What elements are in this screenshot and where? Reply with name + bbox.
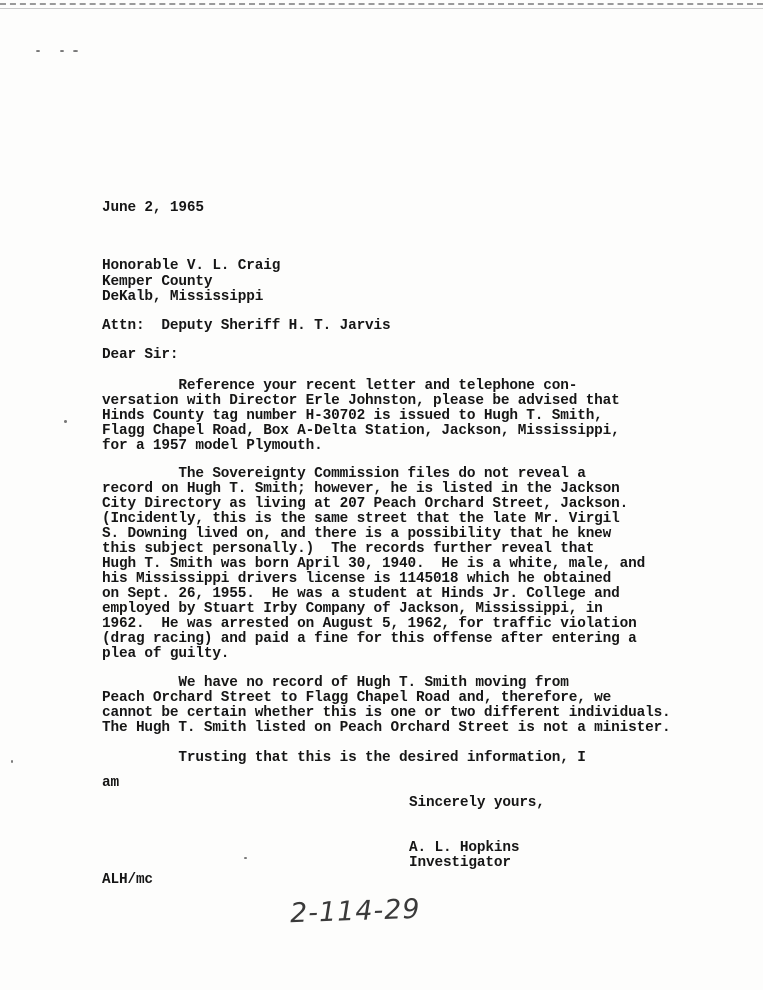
paragraph-2-line: (drag racing) and paid a fine for this offense after entering a [102, 631, 637, 647]
scan-edge-line [0, 8, 763, 9]
paragraph-2-line: Hugh T. Smith was born April 30, 1940. He is a white, male, and [102, 556, 646, 572]
paragraph-2-line: on Sept. 26, 1955. He was a student at Hinds Jr. College and [102, 586, 620, 602]
paragraph-2-line: 1962. He was arrested on August 5, 1962, for traffic violation [102, 616, 637, 632]
paragraph-2-line: this subject personally.) The records further reveal that [102, 541, 595, 557]
complimentary-close: Sincerely yours, [409, 795, 545, 811]
signer-title: Investigator [409, 855, 511, 871]
paragraph-4-line: am [102, 775, 119, 791]
typist-initials: ALH/mc [102, 872, 153, 888]
attention-line: Attn: Deputy Sheriff H. T. Jarvis [102, 318, 391, 334]
scan-edge-dashes [0, 3, 763, 5]
salutation: Dear Sir: [102, 347, 179, 363]
paragraph-2-line: employed by Stuart Irby Company of Jackson, Mississippi, in [102, 601, 603, 617]
scan-speck [36, 50, 40, 52]
signer-name: A. L. Hopkins [409, 840, 520, 856]
paragraph-4-line: Trusting that this is the desired information, I [102, 750, 586, 766]
paragraph-2-line: plea of guilty. [102, 646, 230, 662]
paragraph-1-line: versation with Director Erle Johnston, please be advised that [102, 393, 620, 409]
scan-speck [73, 50, 78, 52]
paragraph-2-line: record on Hugh T. Smith; however, he is listed in the Jackson [102, 481, 620, 497]
letter-date: June 2, 1965 [102, 200, 204, 216]
recipient-line: Honorable V. L. Craig [102, 258, 281, 274]
paragraph-2-line: The Sovereignty Commission files do not reveal a [102, 466, 586, 482]
scan-speck [11, 760, 13, 763]
paragraph-1-line: Flagg Chapel Road, Box A-Delta Station, Jackson, Mississippi, [102, 423, 620, 439]
paragraph-3-line: cannot be certain whether this is one or two different individuals. [102, 705, 671, 721]
paragraph-1-line: Reference your recent letter and telephone con- [102, 378, 578, 394]
recipient-line: Kemper County [102, 274, 213, 290]
paragraph-3-line: The Hugh T. Smith listed on Peach Orchard Street is not a minister. [102, 720, 671, 736]
scan-speck [244, 857, 247, 859]
paragraph-1-line: for a 1957 model Plymouth. [102, 438, 323, 454]
paragraph-2-line: his Mississippi drivers license is 1145018 which he obtained [102, 571, 612, 587]
paragraph-1-line: Hinds County tag number H-30702 is issued to Hugh T. Smith, [102, 408, 603, 424]
paragraph-3-line: Peach Orchard Street to Flagg Chapel Road and, therefore, we [102, 690, 612, 706]
scan-speck [60, 50, 64, 52]
scan-speck [64, 420, 67, 423]
paragraph-2-line: S. Downing lived on, and there is a possibility that he knew [102, 526, 612, 542]
paragraph-2-line: City Directory as living at 207 Peach Orchard Street, Jackson. [102, 496, 629, 512]
paragraph-2-line: (Incidently, this is the same street that the late Mr. Virgil [102, 511, 620, 527]
recipient-line: DeKalb, Mississippi [102, 289, 264, 305]
handwritten-file-number: 2-114-29 [289, 893, 422, 930]
paragraph-3-line: We have no record of Hugh T. Smith moving from [102, 675, 569, 691]
